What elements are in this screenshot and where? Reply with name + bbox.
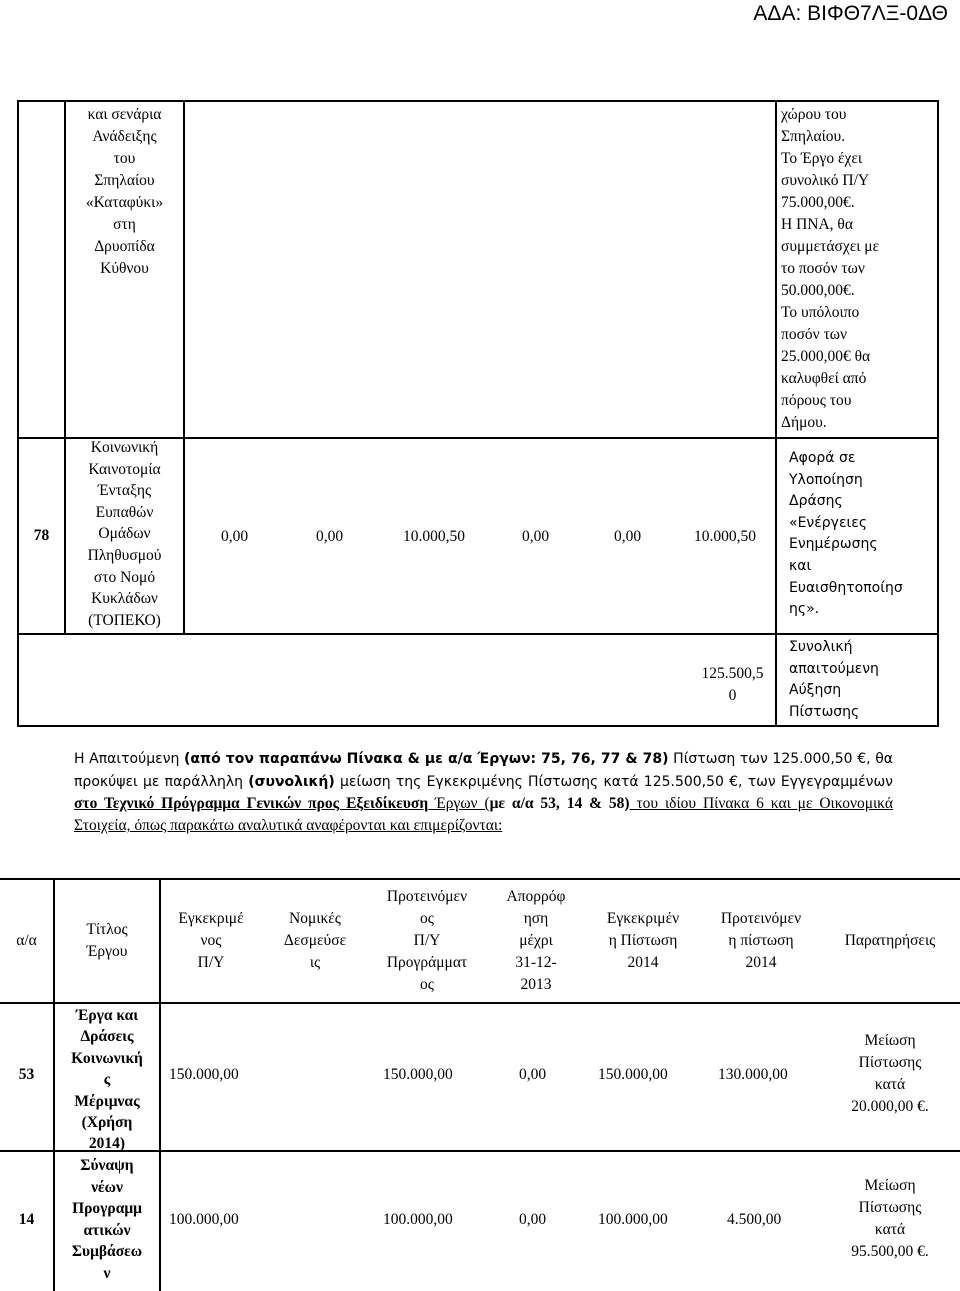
title-line: Ένταξης	[97, 482, 152, 500]
remark-line: Μείωση	[864, 1177, 916, 1194]
header-line: Δεσμεύσε	[283, 932, 347, 949]
header-title	[55, 919, 159, 963]
title-line: Καινοτομία	[88, 460, 161, 478]
title-line: Σπηλαίου	[94, 172, 155, 189]
note-line: Πίστωσης	[789, 703, 860, 720]
header-line: Προτεινόμεν	[720, 910, 802, 927]
row-53-proposed: 150.000,00	[383, 1066, 453, 1083]
header-absorption	[488, 886, 584, 996]
row-53-absorption: 0,00	[519, 1066, 547, 1083]
header-line: α/α	[16, 932, 37, 949]
header-line: Προγράμματ	[386, 954, 468, 971]
note-line: και	[789, 557, 812, 574]
header-aa	[0, 930, 53, 952]
title-line: Κύθνου	[100, 260, 149, 277]
total-line: 125.500,5	[701, 665, 764, 682]
header-line: Π/Υ	[413, 932, 441, 949]
total-line: 0	[728, 687, 737, 704]
title-line: νέων	[91, 1178, 123, 1196]
row-14-aa: 14	[18, 1211, 35, 1228]
row-53-remarks	[820, 1030, 960, 1118]
note-line: Ενημέρωσης	[789, 536, 878, 553]
header-line: 2014	[745, 954, 777, 971]
row-53-approved-credit: 150.000,00	[598, 1066, 668, 1083]
title-line: Κυκλάδων	[91, 590, 158, 608]
header-line: 31-12-	[515, 954, 557, 971]
header-line: μέχρι	[519, 932, 553, 949]
prev-project-note	[781, 104, 936, 434]
note-line: συνολικό Π/Υ	[781, 172, 870, 189]
header-line: ηση	[523, 910, 549, 927]
note-line: Ευαισθητοποίησ	[789, 579, 903, 596]
header-line: Εγκεκριμέ	[178, 910, 244, 927]
title-line: Δρυοπίδα	[94, 238, 155, 255]
row-78-approved-credit: 0,00	[614, 528, 642, 545]
title-line: Ανάδειξης	[92, 128, 157, 145]
title-line: (ΤΟΠΕΚΟ)	[88, 611, 161, 629]
header-approved-credit	[586, 908, 700, 974]
note-line: πόρους του	[781, 392, 852, 409]
title-line: Κοινωνική	[71, 1049, 143, 1067]
note-line: Η ΠΝΑ, θα	[781, 216, 853, 233]
title-line: Μέριμνας	[74, 1092, 140, 1110]
header-proposed-budget	[368, 886, 486, 996]
row-14-approved: 100.000,00	[169, 1211, 239, 1228]
row-78-proposed: 10.000,50	[403, 528, 465, 545]
row-53-approved: 150.000,00	[169, 1066, 239, 1083]
row-78-commitments: 0,00	[316, 528, 344, 545]
note-line: Συνολική	[789, 639, 853, 655]
note-line: Το Έργο έχει	[781, 150, 863, 167]
note-line: Αφορά σε	[789, 450, 856, 466]
row-78-proposed-credit: 10.000,50	[694, 528, 756, 545]
header-remarks	[820, 930, 960, 952]
header-line: ος	[420, 910, 434, 927]
ada-code: ΑΔΑ: ΒΙΦΘ7ΛΞ-0ΔΘ	[753, 2, 948, 25]
header-line: Τίτλος	[86, 921, 128, 938]
header-legal-commitments	[265, 908, 365, 974]
remark-line: Μείωση	[864, 1032, 916, 1049]
title-line: «Καταφύκι»	[85, 194, 164, 211]
note-line: 75.000,00€.	[781, 194, 855, 211]
row-14-remarks	[820, 1175, 960, 1263]
title-line: Πληθυσμού	[87, 546, 162, 564]
header-line: Απορρόφ	[506, 888, 566, 905]
total-increase-note	[789, 637, 937, 723]
note-line: 25.000,00€ θα	[781, 348, 871, 365]
row-53-proposed-credit: 130.000,00	[718, 1066, 788, 1083]
remark-line: κατά	[874, 1221, 906, 1238]
header-line: ις	[309, 954, 321, 971]
note-line: χώρου του	[781, 106, 847, 123]
header-line: Παρατηρήσεις	[844, 932, 936, 949]
remark-line: Πίστωσης	[858, 1054, 922, 1071]
note-line: ης».	[789, 601, 820, 618]
note-line: ποσόν των	[781, 326, 848, 343]
title-line: Προγραμμ	[72, 1200, 142, 1217]
remark-line: 20.000,00 €.	[851, 1098, 929, 1115]
note-line: Δράσης	[789, 493, 843, 510]
header-line: Π/Υ	[197, 954, 225, 971]
row-78-approved: 0,00	[221, 528, 249, 545]
total-increase-value	[690, 663, 775, 707]
row-14-title	[55, 1155, 159, 1284]
remark-line: Πίστωσης	[858, 1199, 922, 1216]
header-line: ος	[420, 976, 434, 993]
row-78-title	[66, 437, 183, 631]
note-line: Δήμου.	[781, 414, 827, 431]
header-line: Εγκεκριμέν	[606, 910, 680, 927]
title-line: (Χρήση	[81, 1114, 133, 1132]
row-78-note	[789, 448, 937, 621]
header-line: η πίστωση	[728, 932, 794, 949]
title-line: του	[113, 150, 136, 167]
header-line: Νομικές	[289, 910, 341, 927]
explanatory-paragraph: Η Απαιτούμενη (από τον παραπάνω Πίνακα & με α/α Έργων: 75, 76, 77 & 78) Πίστωση των 125.000,50 €, θα προκύψει με παράλληλη (συνολική) μείωση της Εγκεκριμένης Πίστωσης κατά 125.500,50 €, των Εγγεγραμμένων στο Τεχνικό Πρόγραμμα Γενικών προς Εξειδίκευση Έργων (με α/α 53, 14 & 58) του ιδίου Πίνακα 6 και με Οικονομικά Στοιχεία, όπως παρακάτω αναλυτικά αναφέρονται και επιμερίζονται:	[74, 751, 893, 835]
title-line: Κοινωνική	[90, 439, 159, 456]
title-line: Ευπαθών	[95, 503, 154, 521]
note-line: «Ενέργειες	[789, 514, 868, 531]
remark-line: κατά	[874, 1076, 906, 1093]
title-line: Έργα και	[75, 1007, 139, 1024]
header-line: νος	[200, 932, 222, 949]
remark-line: 95.500,00 €.	[851, 1243, 929, 1260]
row-14-absorption: 0,00	[519, 1211, 547, 1228]
header-line: η Πίστωση	[608, 932, 678, 949]
note-line: Υλοποίηση	[789, 471, 863, 488]
row-53-title	[55, 1005, 159, 1155]
note-line: συμμετάσχει με	[781, 238, 880, 255]
title-line: Συμβάσεω	[71, 1243, 143, 1260]
row-14-proposed-credit: 4.500,00	[727, 1211, 782, 1228]
title-line: στη	[113, 216, 136, 233]
header-line: Έργου	[86, 943, 128, 960]
title-line: ατικών	[83, 1221, 131, 1239]
header-proposed-credit	[702, 908, 820, 974]
title-line: 2014)	[88, 1135, 126, 1153]
header-approved-budget	[161, 908, 261, 974]
note-line: καλυφθεί από	[781, 370, 867, 387]
title-line: στο Νομό	[93, 568, 156, 586]
title-line: Σύναψη	[80, 1157, 134, 1174]
title-line: ς	[103, 1071, 111, 1089]
title-line: Ομάδων	[98, 525, 151, 543]
title-line: Δράσεις	[80, 1028, 134, 1046]
row-14-approved-credit: 100.000,00	[598, 1211, 668, 1228]
title-line: ν	[103, 1264, 111, 1282]
note-line: Αύξηση	[789, 682, 842, 699]
header-line: Προτεινόμεν	[386, 888, 468, 905]
note-line: 50.000,00€.	[781, 282, 855, 299]
note-line: απαιτούμενη	[789, 660, 879, 677]
row-14-proposed: 100.000,00	[383, 1211, 453, 1228]
row-53-aa: 53	[18, 1066, 35, 1083]
prev-project-title	[66, 104, 183, 280]
note-line: Το υπόλοιπο	[781, 304, 860, 321]
note-line: το ποσόν των	[781, 260, 865, 277]
row-78-aa: 78	[33, 527, 50, 544]
title-line: και σενάρια	[87, 106, 162, 123]
row-78-absorption: 0,00	[522, 528, 550, 545]
header-line: 2014	[627, 954, 659, 971]
note-line: Σπηλαίου.	[781, 128, 846, 145]
header-line: 2013	[520, 976, 552, 993]
